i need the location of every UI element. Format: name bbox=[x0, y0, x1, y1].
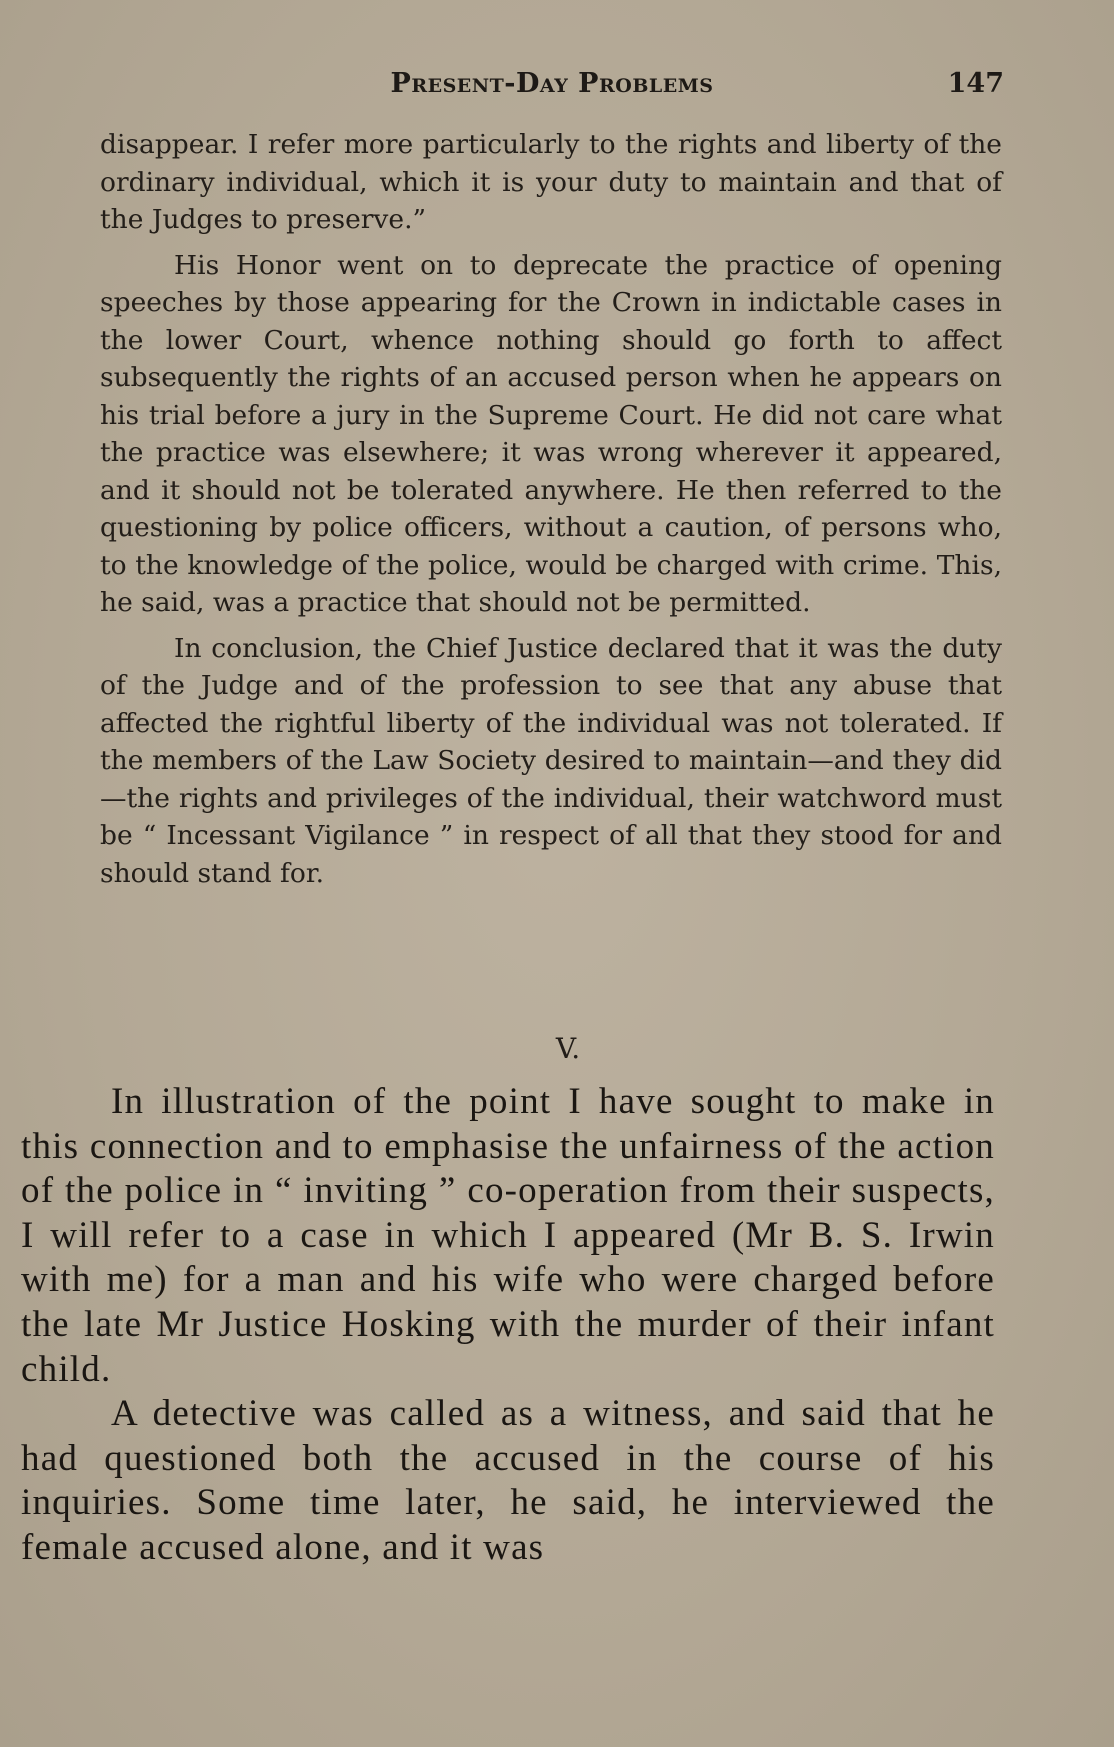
running-title: Present-Day Problems bbox=[390, 68, 714, 99]
body-paragraph: In illustration of the point I have sought to make in this connection and to emphasise the unfairness of the action of the police in “ inviting ” co-operation from their suspects, I will refer to a case in which I appeared (Mr B. S. Irwin with me) for a man and his wife who were charged before the late Mr Justice Hosking with the murder of their infant child. bbox=[21, 1081, 995, 1390]
page-number: 147 bbox=[947, 68, 1004, 99]
quote-paragraph: In conclusion, the Chief Justice declared that it was the duty of the Judge and of the profession to see that any abuse that affected the rightful liberty of the individual was not tolerated. If the members of the Law Society desired to maintain—and they did—the rights and privileges of the individual, their watchword must be “ Incessant Vigilance ” in respect of all that they stood for and should stand for. bbox=[100, 632, 1002, 889]
page-header bbox=[100, 68, 1004, 102]
quote-paragraph: His Honor went on to deprecate the practice of opening speeches by those appearing for the Crown in indictable cases in the lower Court, whence nothing should go forth to affect subsequently the rights of an accused person when he appears on his trial before a jury in the Supreme Court. He did not care what the practice was elsewhere; it was wrong wherever it appeared, and it should not be tolerated anywhere. He then referred to the questioning by police officers, without a caution, of persons who, to the knowledge of the police, would be charged with crime. This, he said, was a practice that should not be permitted. bbox=[100, 249, 1002, 618]
body-text bbox=[21, 1080, 995, 1571]
quote-paragraph: disappear. I refer more particularly to the rights and liberty of the ordinary individual, which it is your duty to maintain and that of the Judges to preserve.” bbox=[100, 129, 1002, 235]
body-paragraph: A detective was called as a witness, and said that he had questioned both the accused in the course of his inquiries. Some time later, he said, he interviewed the female accused alone, and it was bbox=[21, 1393, 995, 1568]
quoted-address bbox=[100, 126, 1002, 900]
section-numeral: V. bbox=[555, 1032, 581, 1065]
